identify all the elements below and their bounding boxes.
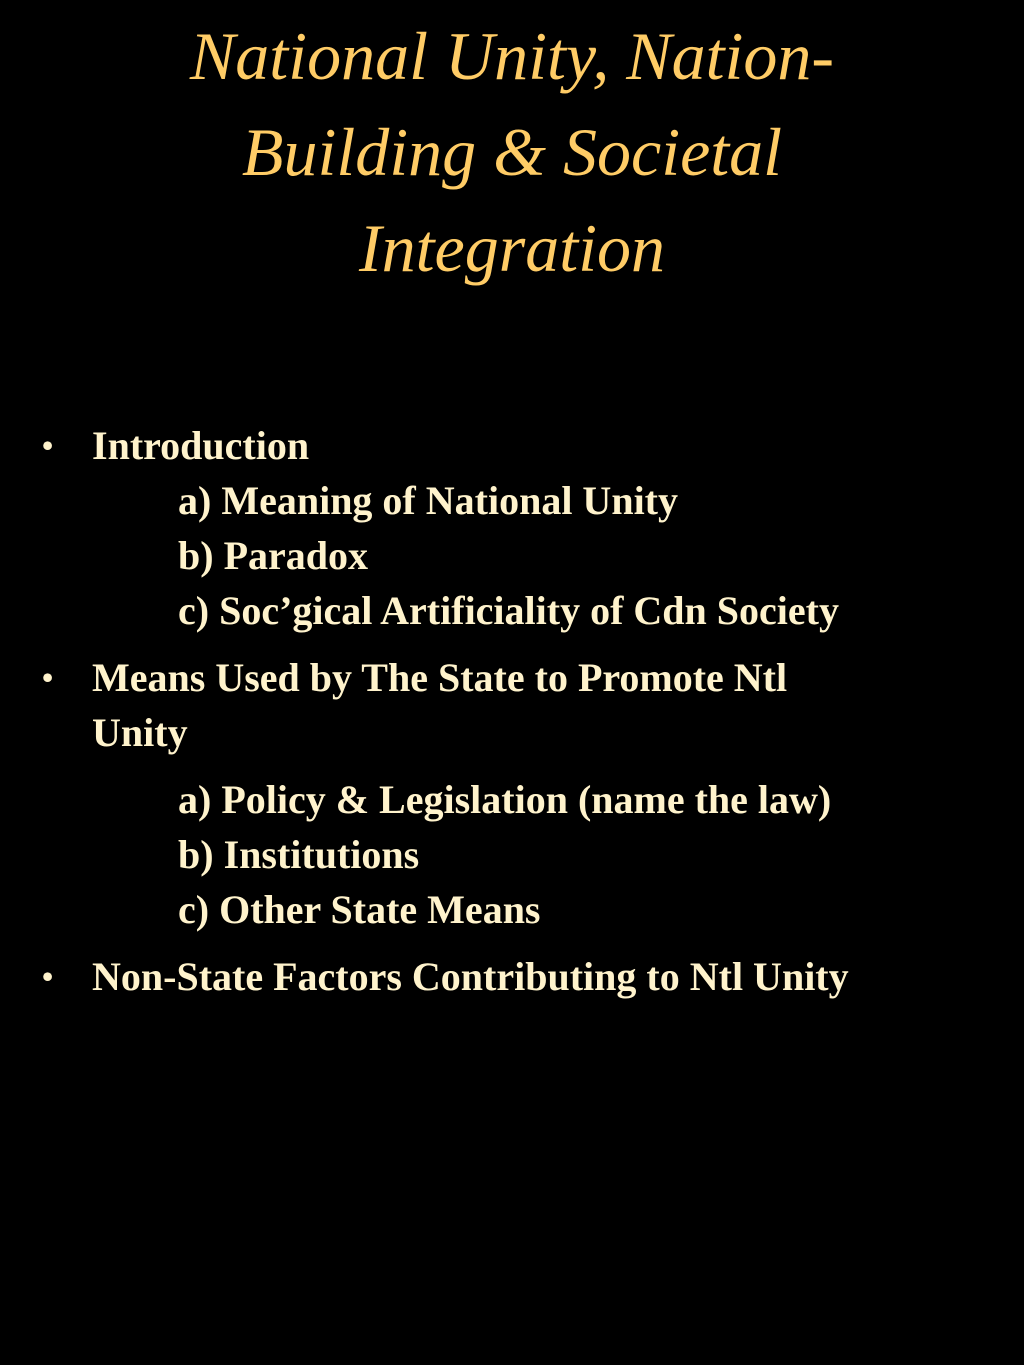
title-line-2: Building & Societal (241, 114, 783, 190)
bullet-text: Introduction (92, 423, 310, 468)
subitem: a) Policy & Legislation (name the law) (178, 777, 832, 822)
bullet-marker-icon: • (42, 659, 54, 695)
title-line-3: Integration (359, 210, 665, 286)
bullet-text: Non-State Factors Contributing to Ntl Unity (92, 954, 849, 999)
bullet-state-means (0, 650, 1024, 937)
bullet-marker-icon: • (42, 427, 54, 463)
subitem-group (92, 772, 984, 937)
subitem: a) Meaning of National Unity (178, 478, 678, 523)
bullet-text-line: Means Used by The State to Promote Ntl (92, 655, 788, 700)
subitem: b) Paradox (178, 533, 368, 578)
subitem: c) Other State Means (178, 887, 541, 932)
title-line-1: National Unity, Nation- (189, 18, 835, 94)
slide-title (40, 8, 984, 296)
bullet-introduction (0, 418, 1024, 638)
subitem: c) Soc’gical Artificiality of Cdn Society (178, 588, 839, 633)
bullet-text-line: Unity (92, 710, 188, 755)
bullet-non-state-factors (0, 949, 1024, 1004)
subitem: b) Institutions (178, 832, 420, 877)
bullet-marker-icon: • (42, 958, 54, 994)
bullet-list (0, 418, 1024, 1004)
